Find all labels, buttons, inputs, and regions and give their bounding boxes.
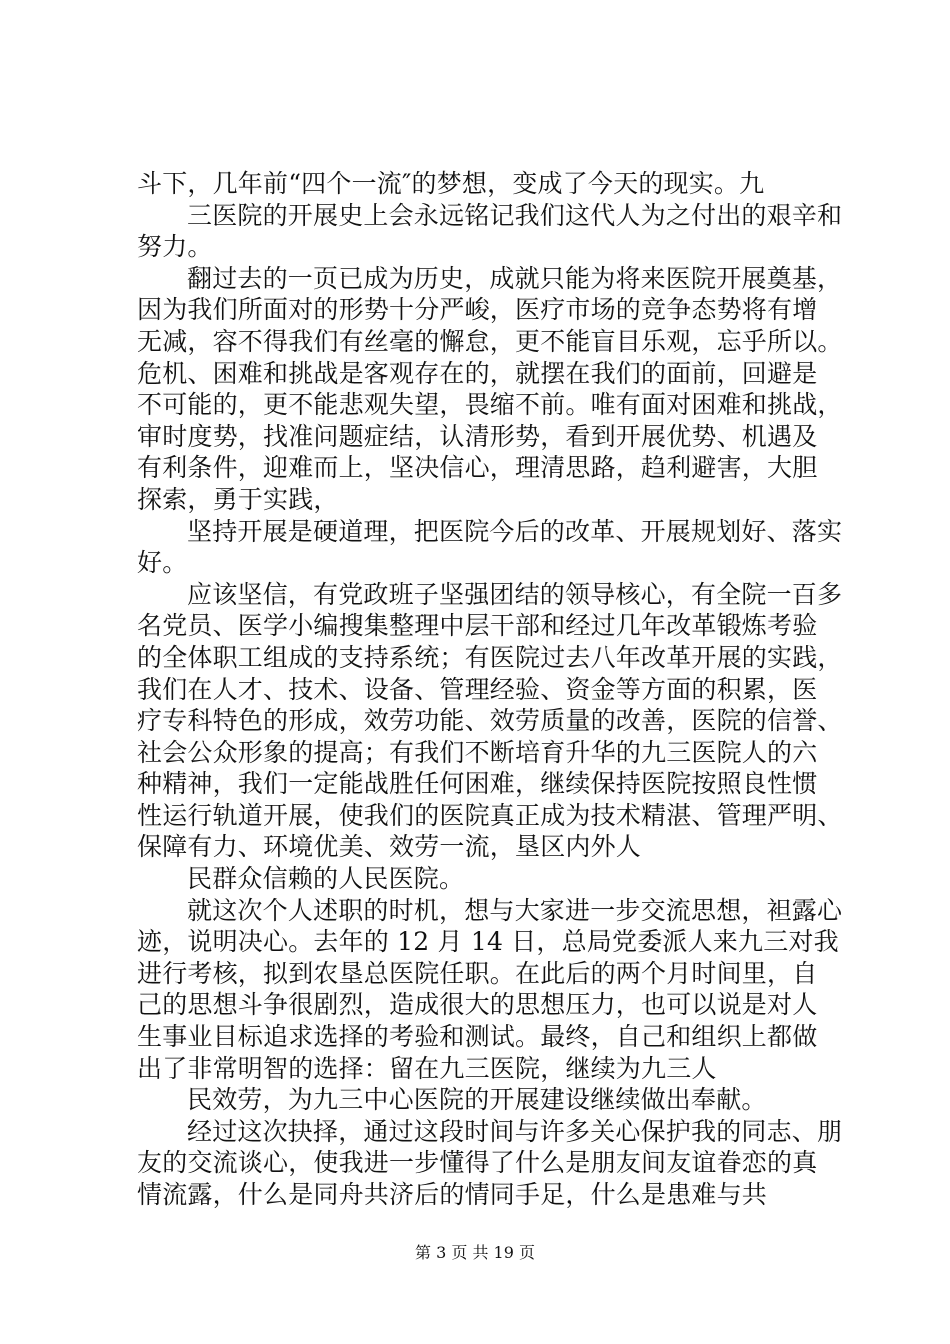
text-line: 己的思想斗争很剧烈，造成很大的思想压力，也可以说是对人 (137, 990, 818, 1020)
text-line: 性运行轨道开展，使我们的医院真正成为技术精湛、管理严明、 (137, 800, 843, 830)
text-line: 民群众信赖的人民医院。 (187, 864, 465, 894)
text-line: 疗专科特色的形成，效劳功能、效劳质量的改善，医院的信誉、 (137, 706, 843, 736)
text-line: 探索，勇于实践， (137, 484, 339, 514)
text-line: 的全体职工组成的支持系统；有医院过去八年改革开展的实践， (137, 642, 843, 672)
text-line: 进行考核，拟到农垦总医院任职。在此后的两个月时间里，自 (137, 958, 818, 988)
text-line: 民效劳，为九三中心医院的开展建设继续做出奉献。 (187, 1085, 767, 1115)
text-line: 种精神，我们一定能战胜任何困难，继续保持医院按照良性惯 (137, 769, 818, 799)
text-line: 好。 (137, 548, 188, 578)
text-line: 生事业目标追求选择的考验和测试。最终，自己和组织上都做 (137, 1022, 818, 1052)
page-footer: 第 3 页 共 19 页 (415, 1243, 535, 1262)
text-line: 情流露，什么是同舟共济后的情同手足，什么是患难与共 (137, 1180, 768, 1209)
text-line: 因为我们所面对的形势十分严峻，医疗市场的竞争态势将有增 (137, 295, 818, 325)
text-line: 经过这次抉择，通过这段时间与许多关心保护我的同志、朋 (187, 1116, 843, 1146)
text-line: 审时度势，找准问题症结，认清形势，看到开展优势、机遇及 (137, 421, 818, 451)
text-line: 无减，容不得我们有丝毫的懈怠，更不能盲目乐观，忘乎所以。 (137, 326, 843, 356)
text-line: 名党员、医学小编搜集整理中层干部和经过几年改革锻炼考验 (137, 611, 818, 641)
text-line: 不可能的，更不能悲观失望，畏缩不前。唯有面对困难和挑战， (137, 390, 843, 420)
text-line: 出了非常明智的选择：留在九三医院，继续为九三人 (137, 1053, 717, 1083)
text-line: 我们在人才、技术、设备、管理经验、资金等方面的积累，医 (137, 674, 818, 704)
text-line: 坚持开展是硬道理，把医院今后的改革、开展规划好、落实 (187, 516, 843, 546)
text-line: 努力。 (137, 232, 213, 262)
text-line: 保障有力、环境优美、效劳一流，垦区内外人 (137, 832, 642, 862)
text-line: 友的交流谈心，使我进一步懂得了什么是朋友间友谊眷恋的真 (137, 1148, 818, 1178)
text-line: 三医院的开展史上会永远铭记我们这代人为之付出的艰辛和 (187, 200, 843, 230)
text-line: 斗下，几年前“四个一流″的梦想，变成了今天的现实。九 (137, 169, 765, 198)
text-line: 翻过去的一页已成为历史，成就只能为将来医院开展奠基， (187, 263, 843, 293)
document-body (137, 168, 843, 1211)
text-line: 应该坚信，有党政班子坚强团结的领导核心，有全院一百多 (187, 579, 843, 609)
text-line: 就这次个人述职的时机，想与大家进一步交流思想，袒露心 (187, 895, 843, 925)
text-line: 危机、困难和挑战是客观存在的，就摆在我们的面前，回避是 (137, 358, 818, 388)
text-line: 社会公众形象的提高；有我们不断培育升华的九三医院人的六 (137, 737, 818, 767)
text-line: 迹，说明决心。去年的 12 月 14 日，总局党委派人来九三对我 (137, 927, 839, 957)
text-line: 有利条件，迎难而上，坚决信心，理清思路，趋利避害，大胆 (137, 453, 818, 483)
